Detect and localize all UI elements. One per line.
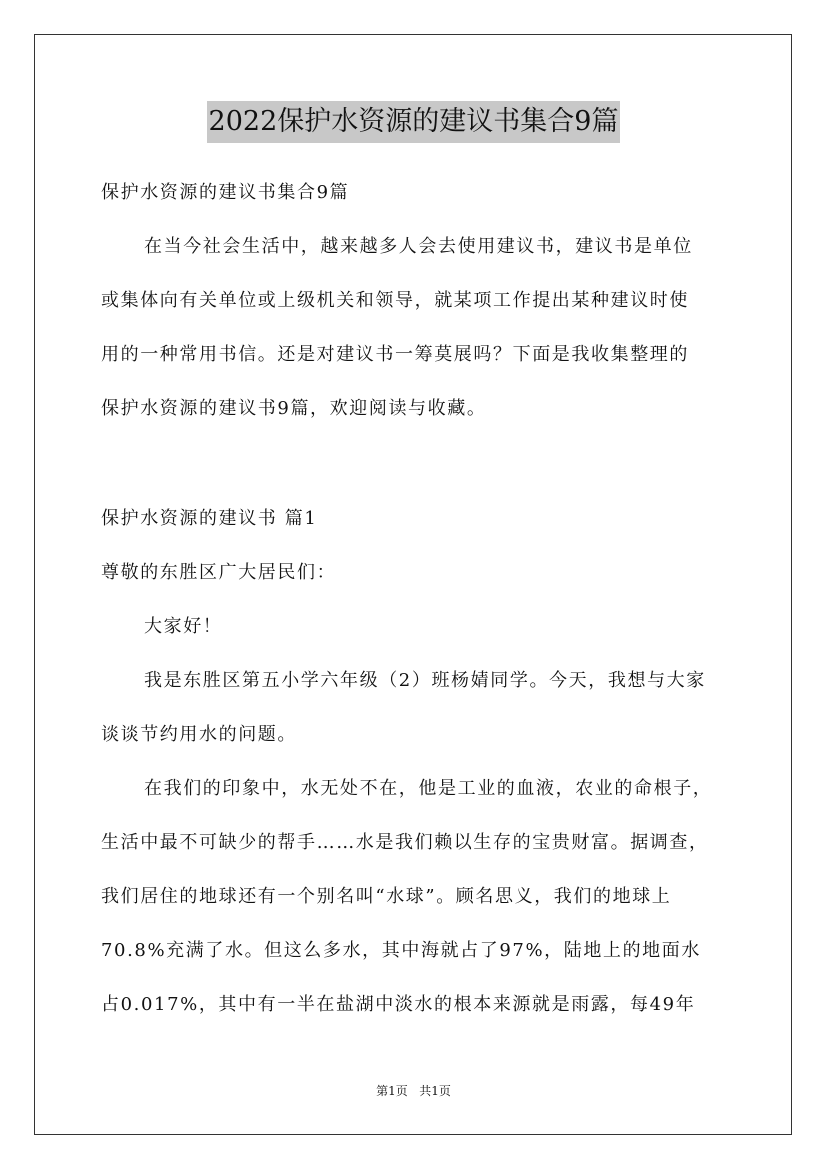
paragraph-line: 在当今社会生活中，越来越多人会去使用建议书，建议书是单位 (144, 236, 693, 257)
paragraph-line: 生活中最不可缺少的帮手……水是我们赖以生存的宝贵财富。据调查， (101, 832, 709, 853)
paragraph-line: 占0.017%，其中有一半在盐湖中淡水的根本来源就是雨露，每49年 (101, 994, 696, 1015)
salutation: 尊敬的东胜区广大居民们： (101, 562, 337, 583)
page-total: 共1页 (419, 1084, 451, 1098)
paragraph-line: 或集体向有关单位或上级机关和领导，就某项工作提出某种建议时使 (101, 290, 689, 311)
paragraph-line: 谈谈节约用水的问题。 (101, 724, 297, 745)
section-heading: 保护水资源的建议书 篇1 (101, 508, 318, 529)
page-number: 第1页 (376, 1084, 408, 1098)
paragraph-line: 在我们的印象中，水无处不在，他是工业的血液，农业的命根子， (144, 778, 713, 799)
title-container (0, 101, 827, 143)
paragraph-line: 我是东胜区第五小学六年级（2）班杨婧同学。今天，我想与大家 (144, 670, 706, 691)
paragraph-line: 70.8%充满了水。但这么多水，其中海就占了97%，陆地上的地面水 (101, 940, 701, 961)
subtitle-line: 保护水资源的建议书集合9篇 (101, 182, 350, 203)
page-footer (0, 1083, 827, 1099)
paragraph-line: 我们居住的地球还有一个别名叫“水球”。顾名思义，我们的地球上 (101, 886, 672, 907)
paragraph-line: 用的一种常用书信。还是对建议书一筹莫展吗？下面是我收集整理的 (101, 344, 689, 365)
greeting: 大家好！ (144, 616, 223, 637)
document-title: 2022保护水资源的建议书集合9篇 (207, 101, 621, 143)
paragraph-line: 保护水资源的建议书9篇，欢迎阅读与收藏。 (101, 398, 487, 419)
